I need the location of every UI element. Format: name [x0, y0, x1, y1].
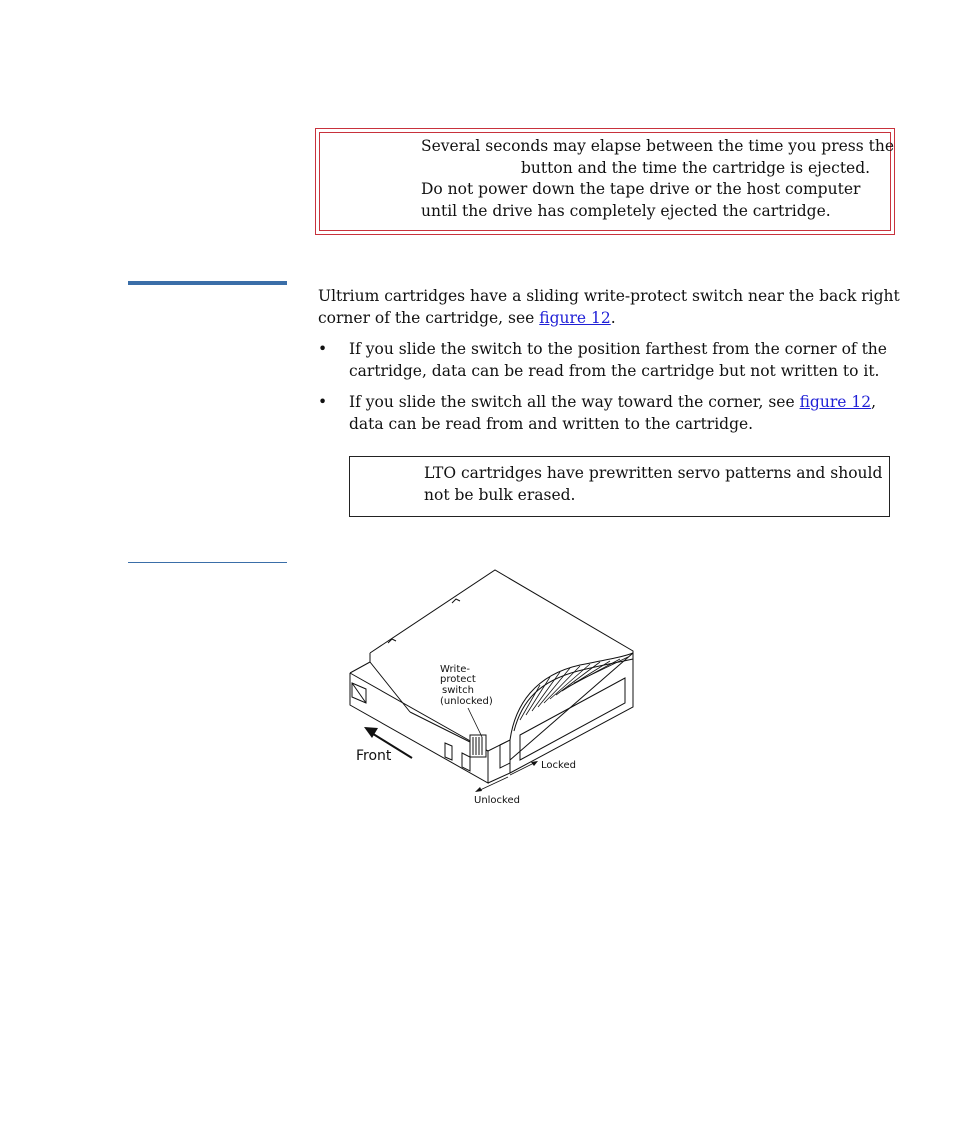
- cartridge-curve: [510, 653, 633, 740]
- section-heading-rule: [128, 281, 287, 285]
- cartridge-tab-1: [445, 743, 452, 760]
- cartridge-tab-2: [462, 753, 470, 771]
- locked-label: Locked: [541, 760, 576, 771]
- bullet-2-line-1-end: ,: [871, 393, 876, 411]
- note-box: [349, 456, 890, 517]
- cartridge-label-area: [520, 678, 625, 760]
- bullet-symbol: •: [318, 340, 328, 358]
- caution-line-1: Several seconds may elapse between the time you press the: [421, 137, 895, 155]
- bullet-1-line-2: cartridge, data can be read from the cartridge but not written to it.: [349, 362, 880, 380]
- cartridge-corner-edge: [488, 740, 510, 773]
- bullet-symbol: •: [318, 393, 328, 411]
- figure-heading-rule: [128, 562, 287, 563]
- paragraph-line-2: [318, 307, 898, 329]
- caution-text: [421, 136, 895, 222]
- cartridge-figure: [340, 565, 640, 810]
- cartridge-illustration: [340, 565, 640, 810]
- figure-12-link[interactable]: figure 12: [539, 309, 611, 327]
- caution-line-2: button and the time the cartridge is ejected.: [521, 158, 871, 177]
- bullet-2-line-1: [349, 391, 876, 413]
- bullet-2-line-1-text: If you slide the switch all the way toward the corner, see: [349, 393, 800, 411]
- top-notch-1: [452, 599, 460, 603]
- bullet-2-line-2: data can be read from and written to the cartridge.: [349, 415, 754, 433]
- unlocked-label: Unlocked: [474, 795, 520, 806]
- write-protect-slot: [500, 740, 510, 768]
- note-line-2: not be bulk erased.: [424, 486, 576, 504]
- unlocked-arrow: [475, 777, 508, 792]
- write-protect-label-1: Write-: [440, 664, 471, 675]
- write-protect-paragraph: [318, 285, 898, 329]
- caution-line-3: Do not power down the tape drive or the host computer: [421, 180, 861, 198]
- write-protect-label-4: (unlocked): [440, 696, 493, 707]
- front-label: Front: [356, 748, 392, 764]
- paragraph-line-1: Ultrium cartridges have a sliding write-protect switch near the back right: [318, 287, 900, 305]
- write-protect-switch: [470, 735, 486, 757]
- switch-leader-line: [468, 708, 482, 737]
- caution-line-4: until the drive has completely ejected the cartridge.: [421, 201, 831, 220]
- cartridge-top-edge: [370, 570, 633, 760]
- top-notch-2: [388, 639, 396, 643]
- cartridge-curve-inner: [514, 659, 633, 731]
- write-protect-label-2: protect: [440, 674, 476, 685]
- write-protect-label-3: switch: [442, 685, 474, 696]
- paragraph-line-2-end: .: [610, 309, 616, 327]
- locked-arrow: [510, 761, 538, 775]
- note-line-1: LTO cartridges have prewritten servo patterns and should: [424, 464, 883, 482]
- paragraph-line-2-text: corner of the cartridge, see: [318, 309, 540, 327]
- bullet-1-line-1: If you slide the switch to the position farthest from the corner of the: [349, 340, 887, 358]
- figure-12-link[interactable]: figure 12: [799, 393, 872, 411]
- note-text: [424, 462, 882, 506]
- caution-box: [315, 128, 895, 235]
